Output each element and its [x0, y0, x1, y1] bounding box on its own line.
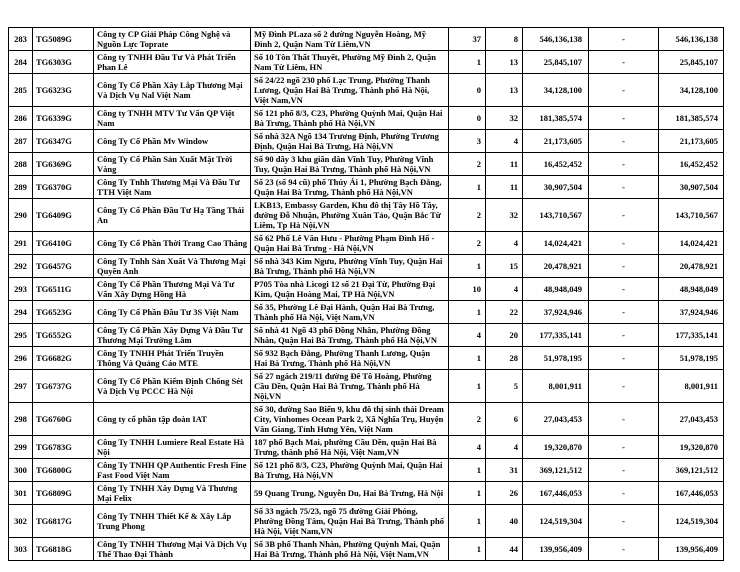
cell-count-2: 15 — [486, 255, 523, 278]
cell-count-1: 2 — [449, 403, 486, 436]
cell-deduction: - — [589, 505, 659, 538]
cell-amount: 19,320,870 — [523, 436, 589, 459]
cell-count-2: 4 — [486, 130, 523, 153]
table-row — [9, 403, 724, 436]
cell-count-2: 8 — [486, 28, 523, 51]
cell-total-amount: 19,320,870 — [659, 436, 724, 459]
cell-company-address: Số 62 Phố Lê Văn Hưu - Phường Phạm Đình Hổ - Quận Hai Bà Trưng - Hà Nội,VN — [251, 232, 449, 255]
cell-total-amount: 30,907,504 — [659, 176, 724, 199]
cell-company-address: Số 3B phố Thanh Nhàn, Phường Quỳnh Mai, Quận Hai Bà Trưng, Thành phố Hà Nội, Việt Nam,VN — [251, 538, 449, 561]
cell-company-address: Số nhà 41 Ngõ 43 phố Đồng Nhân, Phường Đồng Nhân, Quận Hai Bà Trưng, Thành phố Hà Nội,VN — [251, 324, 449, 347]
cell-deduction: - — [589, 482, 659, 505]
table-row — [9, 505, 724, 538]
cell-count-2: 32 — [486, 199, 523, 232]
cell-company-name: Công Ty TNHH Thiết Kế & Xây Lắp Trung Phong — [94, 505, 251, 538]
cell-row-number: 298 — [9, 403, 33, 436]
table-row — [9, 482, 724, 505]
cell-company-name: Công ty TNHH MTV Tư Vấn QP Việt Nam — [94, 107, 251, 130]
cell-amount: 181,385,574 — [523, 107, 589, 130]
cell-company-address: Số nhà 32A Ngõ 134 Trương Định, Phường Trương Định, Quận Hai Bà Trưng, Hà Nội,VN — [251, 130, 449, 153]
cell-row-number: 284 — [9, 51, 33, 74]
cell-company-name: Công Ty Cổ Phần Thời Trang Cao Thăng — [94, 232, 251, 255]
cell-amount: 8,001,911 — [523, 370, 589, 403]
cell-deduction: - — [589, 403, 659, 436]
cell-row-number: 300 — [9, 459, 33, 482]
cell-row-number: 289 — [9, 176, 33, 199]
cell-deduction: - — [589, 301, 659, 324]
cell-count-1: 1 — [449, 505, 486, 538]
cell-row-number: 294 — [9, 301, 33, 324]
cell-count-1: 1 — [449, 51, 486, 74]
cell-count-2: 4 — [486, 436, 523, 459]
cell-deduction: - — [589, 51, 659, 74]
cell-amount: 16,452,452 — [523, 153, 589, 176]
table-row — [9, 278, 724, 301]
cell-total-amount: 167,446,053 — [659, 482, 724, 505]
table-row — [9, 459, 724, 482]
cell-company-code: TG6303G — [33, 51, 94, 74]
cell-company-name: Công Ty TNHH Xây Dựng Và Thương Mại Felix — [94, 482, 251, 505]
cell-company-name: Công Ty TNHH Phát Triển Truyền Thông Và Quảng Cáo MTE — [94, 347, 251, 370]
cell-count-2: 28 — [486, 347, 523, 370]
cell-row-number: 286 — [9, 107, 33, 130]
cell-count-2: 11 — [486, 176, 523, 199]
cell-row-number: 285 — [9, 74, 33, 107]
cell-company-name: Công Ty Tnhh Thương Mại Và Đầu Tư TTH Việt Nam — [94, 176, 251, 199]
cell-count-2: 4 — [486, 232, 523, 255]
cell-deduction: - — [589, 107, 659, 130]
cell-company-address: Số nhà 343 Kim Ngưu, Phường Vĩnh Tuy, Quận Hai Bà Trưng, Thành phố Hà Nội,VN — [251, 255, 449, 278]
cell-count-2: 13 — [486, 51, 523, 74]
table-row — [9, 436, 724, 459]
cell-deduction: - — [589, 278, 659, 301]
cell-deduction: - — [589, 153, 659, 176]
company-table-body — [9, 28, 724, 561]
cell-total-amount: 8,001,911 — [659, 370, 724, 403]
cell-company-code: TG6682G — [33, 347, 94, 370]
cell-company-code: TG6323G — [33, 74, 94, 107]
cell-company-code: TG6523G — [33, 301, 94, 324]
cell-count-2: 44 — [486, 538, 523, 561]
cell-amount: 177,335,141 — [523, 324, 589, 347]
cell-company-code: TG6552G — [33, 324, 94, 347]
cell-count-1: 1 — [449, 538, 486, 561]
cell-count-1: 1 — [449, 370, 486, 403]
cell-company-code: TG6369G — [33, 153, 94, 176]
cell-row-number: 283 — [9, 28, 33, 51]
cell-deduction: - — [589, 255, 659, 278]
table-row — [9, 176, 724, 199]
cell-count-1: 1 — [449, 301, 486, 324]
cell-company-address: Số 90 dãy 3 khu giãn dân Vĩnh Tuy, Phường Vĩnh Tuy, Quận Hai Bà Trưng, Thành phố Hà Nội,VN — [251, 153, 449, 176]
cell-company-address: Số 24/22 ngõ 230 phố Lạc Trung, Phường Thanh Lương, Quận Hai Bà Trưng, Thành phố Hà Nội, Việt Nam,VN — [251, 74, 449, 107]
cell-count-1: 2 — [449, 232, 486, 255]
cell-company-name: Công Ty TNHH Thương Mại Và Dịch Vụ Thể Thao Đại Thành — [94, 538, 251, 561]
cell-company-code: TG6339G — [33, 107, 94, 130]
cell-deduction: - — [589, 176, 659, 199]
cell-total-amount: 51,978,195 — [659, 347, 724, 370]
cell-count-1: 2 — [449, 199, 486, 232]
cell-count-1: 4 — [449, 436, 486, 459]
cell-company-code: TG6760G — [33, 403, 94, 436]
cell-company-code: TG6410G — [33, 232, 94, 255]
cell-company-code: TG6783G — [33, 436, 94, 459]
table-row — [9, 28, 724, 51]
table-row — [9, 199, 724, 232]
cell-total-amount: 34,128,100 — [659, 74, 724, 107]
cell-company-name: Công Ty Tnhh Sản Xuất Và Thương Mại Quyền Anh — [94, 255, 251, 278]
table-row — [9, 255, 724, 278]
cell-company-name: Công Ty Cổ Phần Kiểm Định Chống Sét Và Dịch Vụ PCCC Hà Nội — [94, 370, 251, 403]
cell-total-amount: 16,452,452 — [659, 153, 724, 176]
cell-company-address: 59 Quang Trung, Nguyễn Du, Hai Bà Trưng, Hà Nội — [251, 482, 449, 505]
cell-count-2: 32 — [486, 107, 523, 130]
cell-total-amount: 546,136,138 — [659, 28, 724, 51]
cell-row-number: 290 — [9, 199, 33, 232]
cell-company-code: TG6809G — [33, 482, 94, 505]
cell-amount: 27,043,453 — [523, 403, 589, 436]
cell-count-2: 11 — [486, 153, 523, 176]
cell-count-1: 4 — [449, 324, 486, 347]
cell-total-amount: 139,956,409 — [659, 538, 724, 561]
cell-total-amount: 21,173,605 — [659, 130, 724, 153]
cell-company-address: P705 Tòa nhà Licogi 12 số 21 Đại Từ, Phường Đại Kim, Quận Hoàng Mai, TP Hà Nội,VN — [251, 278, 449, 301]
cell-deduction: - — [589, 538, 659, 561]
table-row — [9, 130, 724, 153]
cell-row-number: 288 — [9, 153, 33, 176]
cell-total-amount: 48,948,049 — [659, 278, 724, 301]
cell-row-number: 293 — [9, 278, 33, 301]
cell-count-2: 40 — [486, 505, 523, 538]
cell-company-name: Công Ty Cổ Phần Xây Lắp Thương Mại Và Dịch Vụ Nal Việt Nam — [94, 74, 251, 107]
cell-amount: 51,978,195 — [523, 347, 589, 370]
cell-amount: 25,845,107 — [523, 51, 589, 74]
cell-row-number: 292 — [9, 255, 33, 278]
cell-count-1: 10 — [449, 278, 486, 301]
cell-count-2: 22 — [486, 301, 523, 324]
table-row — [9, 51, 724, 74]
table-row — [9, 301, 724, 324]
cell-total-amount: 124,519,304 — [659, 505, 724, 538]
cell-company-address: Mỹ Đình PLaza số 2 đường Nguyễn Hoàng, Mỹ Đình 2, Quận Nam Từ Liêm,VN — [251, 28, 449, 51]
cell-company-code: TG5089G — [33, 28, 94, 51]
cell-company-name: Công Ty Cổ Phần Đầu Tư Hạ Tầng Thái An — [94, 199, 251, 232]
cell-count-2: 5 — [486, 370, 523, 403]
cell-company-address: Số 23 (số 94 cũ) phố Thúy Ái 1, Phường Bạch Đằng, Quận Hai Bà Trưng, Thành phố Hà Nội,VN — [251, 176, 449, 199]
cell-count-1: 0 — [449, 74, 486, 107]
cell-amount: 143,710,567 — [523, 199, 589, 232]
cell-deduction: - — [589, 436, 659, 459]
cell-total-amount: 369,121,512 — [659, 459, 724, 482]
cell-deduction: - — [589, 324, 659, 347]
cell-total-amount: 143,710,567 — [659, 199, 724, 232]
cell-total-amount: 27,043,453 — [659, 403, 724, 436]
cell-count-2: 6 — [486, 403, 523, 436]
cell-count-1: 1 — [449, 459, 486, 482]
cell-row-number: 291 — [9, 232, 33, 255]
cell-count-2: 31 — [486, 459, 523, 482]
cell-company-name: Công Ty TNHH QP Authentic Fresh Fine Fast Food Việt Nam — [94, 459, 251, 482]
cell-deduction: - — [589, 459, 659, 482]
cell-company-address: 187 phố Bạch Mai, phường Cầu Dền, quận Hai Bà Trưng, thành phố Hà Nội, Việt Nam,VN — [251, 436, 449, 459]
table-row — [9, 370, 724, 403]
cell-amount: 20,478,921 — [523, 255, 589, 278]
cell-company-code: TG6817G — [33, 505, 94, 538]
cell-row-number: 303 — [9, 538, 33, 561]
cell-deduction: - — [589, 130, 659, 153]
cell-total-amount: 25,845,107 — [659, 51, 724, 74]
cell-company-name: Công Ty Cổ Phần Mv Window — [94, 130, 251, 153]
cell-row-number: 301 — [9, 482, 33, 505]
cell-company-code: TG6818G — [33, 538, 94, 561]
table-row — [9, 232, 724, 255]
cell-deduction: - — [589, 347, 659, 370]
cell-total-amount: 14,024,421 — [659, 232, 724, 255]
cell-company-code: TG6800G — [33, 459, 94, 482]
table-row — [9, 74, 724, 107]
cell-company-code: TG6511G — [33, 278, 94, 301]
cell-deduction: - — [589, 232, 659, 255]
cell-row-number: 302 — [9, 505, 33, 538]
cell-row-number: 295 — [9, 324, 33, 347]
cell-amount: 167,446,053 — [523, 482, 589, 505]
cell-company-code: TG6737G — [33, 370, 94, 403]
cell-company-address: LKB13, Embassy Garden, Khu đô thị Tây Hồ Tây, đường Đỗ Nhuận, Phường Xuân Tảo, Quận Bắc Từ Liêm, Tp Hà Nội,VN — [251, 199, 449, 232]
cell-amount: 369,121,512 — [523, 459, 589, 482]
cell-total-amount: 37,924,946 — [659, 301, 724, 324]
cell-count-2: 20 — [486, 324, 523, 347]
cell-company-address: Số 30, đường Sao Biển 9, khu đô thị sinh thái Dream City, Vinhomes Ocean Park 2, Xã Nghĩa Trụ, Huyện Văn Giang, Tỉnh Hưng Yên, Việt Nam — [251, 403, 449, 436]
cell-row-number: 296 — [9, 347, 33, 370]
cell-deduction: - — [589, 28, 659, 51]
cell-amount: 546,136,138 — [523, 28, 589, 51]
table-row — [9, 153, 724, 176]
cell-row-number: 287 — [9, 130, 33, 153]
cell-company-address: Số 33 ngách 75/23, ngõ 75 đường Giải Phóng, Phường Đồng Tâm, Quận Hai Bà Trưng, Thành phố Hà Nội, Việt Nam,VN — [251, 505, 449, 538]
cell-company-address: Số 932 Bạch Đằng, Phường Thanh Lương, Quận Hai Bà Trưng, Thành phố Hà Nội,VN — [251, 347, 449, 370]
cell-amount: 34,128,100 — [523, 74, 589, 107]
cell-deduction: - — [589, 370, 659, 403]
cell-company-code: TG6370G — [33, 176, 94, 199]
cell-total-amount: 181,385,574 — [659, 107, 724, 130]
cell-amount: 30,907,504 — [523, 176, 589, 199]
cell-total-amount: 20,478,921 — [659, 255, 724, 278]
table-row — [9, 347, 724, 370]
cell-company-name: Công Ty Cổ Phần Đầu Tư 3S Việt Nam — [94, 301, 251, 324]
cell-amount: 14,024,421 — [523, 232, 589, 255]
cell-amount: 37,924,946 — [523, 301, 589, 324]
cell-company-code: TG6457G — [33, 255, 94, 278]
cell-count-1: 37 — [449, 28, 486, 51]
cell-company-address: Số 35, Phường Lê Đại Hành, Quận Hai Bà Trưng, Thành phố Hà Nội, Việt Nam,VN — [251, 301, 449, 324]
cell-company-name: Công Ty Cổ Phần Xây Dựng Và Đầu Tư Thương Mại Trường Lâm — [94, 324, 251, 347]
cell-company-name: Công ty cổ phần tập đoàn IAT — [94, 403, 251, 436]
cell-row-number: 297 — [9, 370, 33, 403]
cell-amount: 48,948,049 — [523, 278, 589, 301]
cell-company-address: Số 10 Tôn Thất Thuyết, Phường Mỹ Đình 2, Quận Nam Từ Liêm, HN — [251, 51, 449, 74]
cell-row-number: 299 — [9, 436, 33, 459]
cell-amount: 139,956,409 — [523, 538, 589, 561]
cell-amount: 21,173,605 — [523, 130, 589, 153]
cell-company-code: TG6409G — [33, 199, 94, 232]
cell-company-address: Số 121 phố 8/3, C23, Phường Quỳnh Mai, Quận Hai Bà Trưng, Hà Nội,VN — [251, 459, 449, 482]
company-table — [8, 27, 724, 561]
cell-count-1: 1 — [449, 255, 486, 278]
cell-company-name: Công ty TNHH Đầu Tư Và Phát Triển Phan Lê — [94, 51, 251, 74]
cell-total-amount: 177,335,141 — [659, 324, 724, 347]
cell-company-name: Công Ty Cổ Phần Sản Xuất Mặt Trời Vàng — [94, 153, 251, 176]
cell-deduction: - — [589, 74, 659, 107]
cell-count-1: 3 — [449, 130, 486, 153]
table-row — [9, 107, 724, 130]
cell-count-1: 0 — [449, 107, 486, 130]
cell-company-address: Số 121 phố 8/3, C23, Phường Quỳnh Mai, Quận Hai Bà Trưng, Thành phố Hà Nội,VN — [251, 107, 449, 130]
cell-company-address: Số 27 ngách 219/11 đường Đê Tô Hoàng, Phường Cầu Dền, Quận Hai Bà Trưng, Thành phố Hà Nội,VN — [251, 370, 449, 403]
cell-count-1: 1 — [449, 482, 486, 505]
cell-company-code: TG6347G — [33, 130, 94, 153]
table-row — [9, 538, 724, 561]
cell-deduction: - — [589, 199, 659, 232]
cell-count-2: 26 — [486, 482, 523, 505]
cell-count-1: 1 — [449, 176, 486, 199]
cell-count-1: 2 — [449, 153, 486, 176]
cell-amount: 124,519,304 — [523, 505, 589, 538]
cell-company-name: Công ty CP Giải Pháp Công Nghệ và Nguồn Lực Toprate — [94, 28, 251, 51]
cell-company-name: Công Ty Cổ Phần Thương Mại Và Tư Vấn Xây Dựng Hồng Hà — [94, 278, 251, 301]
cell-count-1: 1 — [449, 347, 486, 370]
cell-count-2: 4 — [486, 278, 523, 301]
table-row — [9, 324, 724, 347]
cell-count-2: 13 — [486, 74, 523, 107]
cell-company-name: Công Ty TNHH Lumiere Real Estate Hà Nội — [94, 436, 251, 459]
